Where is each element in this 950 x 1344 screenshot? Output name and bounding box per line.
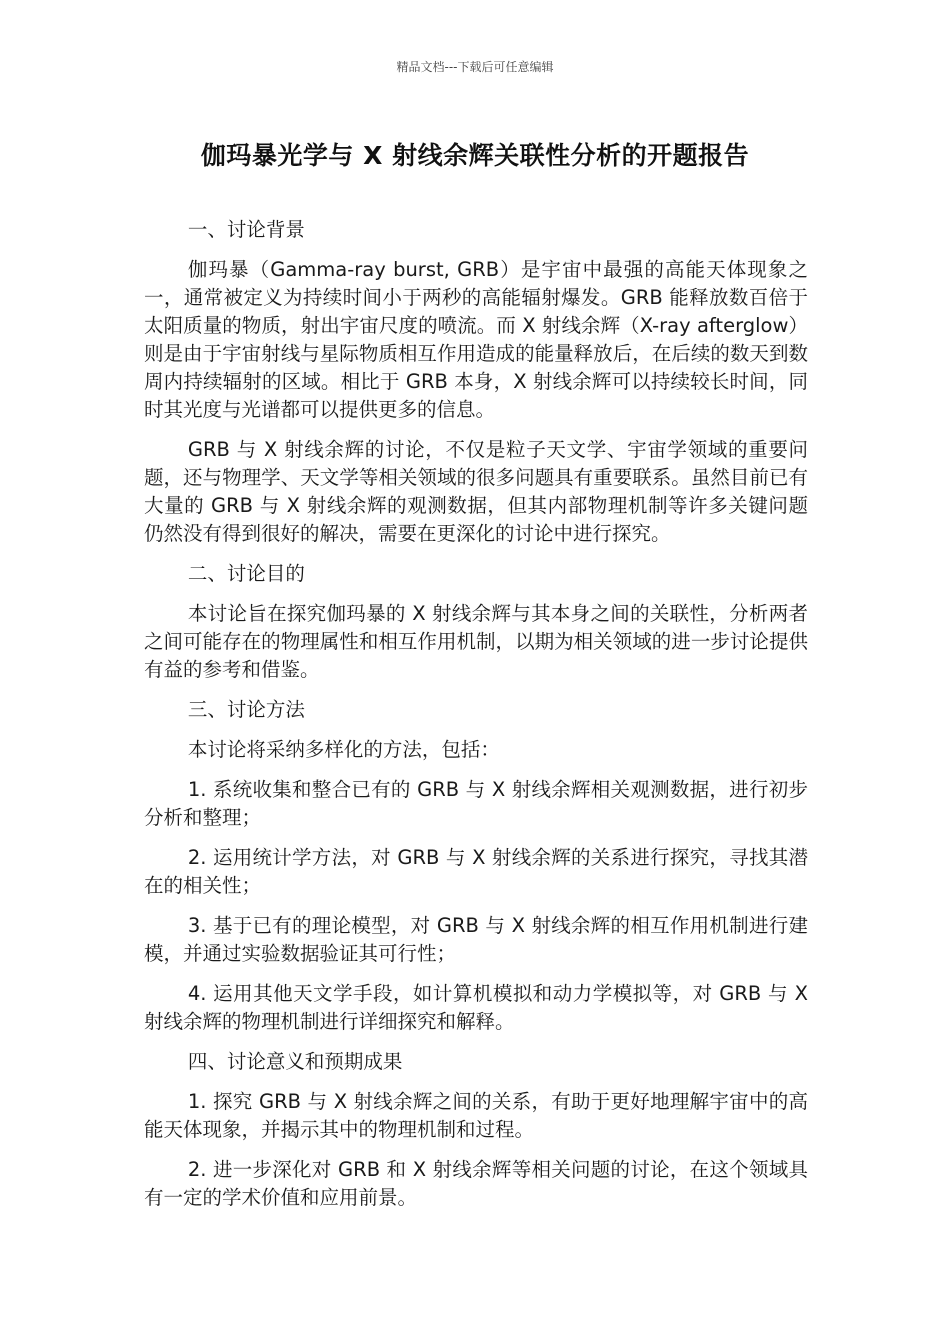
section-heading-methods: 三、讨论方法: [187, 698, 305, 721]
list-item-method-4: 4. 运用其他天文学手段，如计算机模拟和动力学模拟等，对 GRB 与 X 射线余辉的物理机制进行详细探究和解释。: [144, 982, 808, 1033]
document-title: 伽玛暴光学与 X 射线余辉关联性分析的开题报告: [200, 141, 750, 170]
list-item-method-3: 3. 基于已有的理论模型，对 GRB 与 X 射线余辉的相互作用机制进行建模，并通过实验数据验证其可行性；: [144, 914, 808, 965]
paragraph-background-1: 伽玛暴（Gamma-ray burst, GRB）是宇宙中最强的高能天体现象之一，通常被定义为持续时间小于两秒的高能辐射爆发。GRB 能释放数百倍于太阳质量的物质，射出宇宙尺度的喷流。而 X 射线余辉（X-ray afterglow）则是由于宇宙射线与星际物质相互作用造成的能量释放后，在后续的数天到数周内持续辐射的区域。相比于 GRB 本身，X 射线余辉可以持续较长时间，同时其光度与光谱都可以提供更多的信息。: [144, 258, 808, 421]
section-heading-significance: 四、讨论意义和预期成果: [187, 1050, 403, 1073]
list-item-significance-1: 1. 探究 GRB 与 X 射线余辉之间的关系，有助于更好地理解宇宙中的高能天体现象，并揭示其中的物理机制和过程。: [144, 1090, 808, 1141]
paragraph-background-2: GRB 与 X 射线余辉的讨论，不仅是粒子天文学、宇宙学领域的重要问题，还与物理学、天文学等相关领域的很多问题具有重要联系。虽然目前已有大量的 GRB 与 X 射线余辉的观测数据，但其内部物理机制等许多关键问题仍然没有得到很好的解决，需要在更深化的讨论中进行探究。: [144, 438, 808, 545]
page-header-note: 精品文档---下载后可任意编辑: [396, 60, 554, 74]
list-item-method-2: 2. 运用统计学方法，对 GRB 与 X 射线余辉的关系进行探究，寻找其潜在的相关性；: [144, 846, 808, 897]
list-item-method-1: 1. 系统收集和整合已有的 GRB 与 X 射线余辉相关观测数据，进行初步分析和整理；: [144, 778, 808, 829]
list-item-significance-2: 2. 进一步深化对 GRB 和 X 射线余辉等相关问题的讨论，在这个领域具有一定的学术价值和应用前景。: [144, 1158, 808, 1209]
document-body: [144, 216, 808, 1224]
paragraph-purpose: 本讨论旨在探究伽玛暴的 X 射线余辉与其本身之间的关联性，分析两者之间可能存在的物理属性和相互作用机制，以期为相关领域的进一步讨论提供有益的参考和借鉴。: [144, 602, 808, 681]
paragraph-methods-intro: 本讨论将采纳多样化的方法，包括：: [187, 738, 500, 761]
section-heading-purpose: 二、讨论目的: [187, 562, 305, 585]
section-heading-background: 一、讨论背景: [187, 218, 305, 241]
